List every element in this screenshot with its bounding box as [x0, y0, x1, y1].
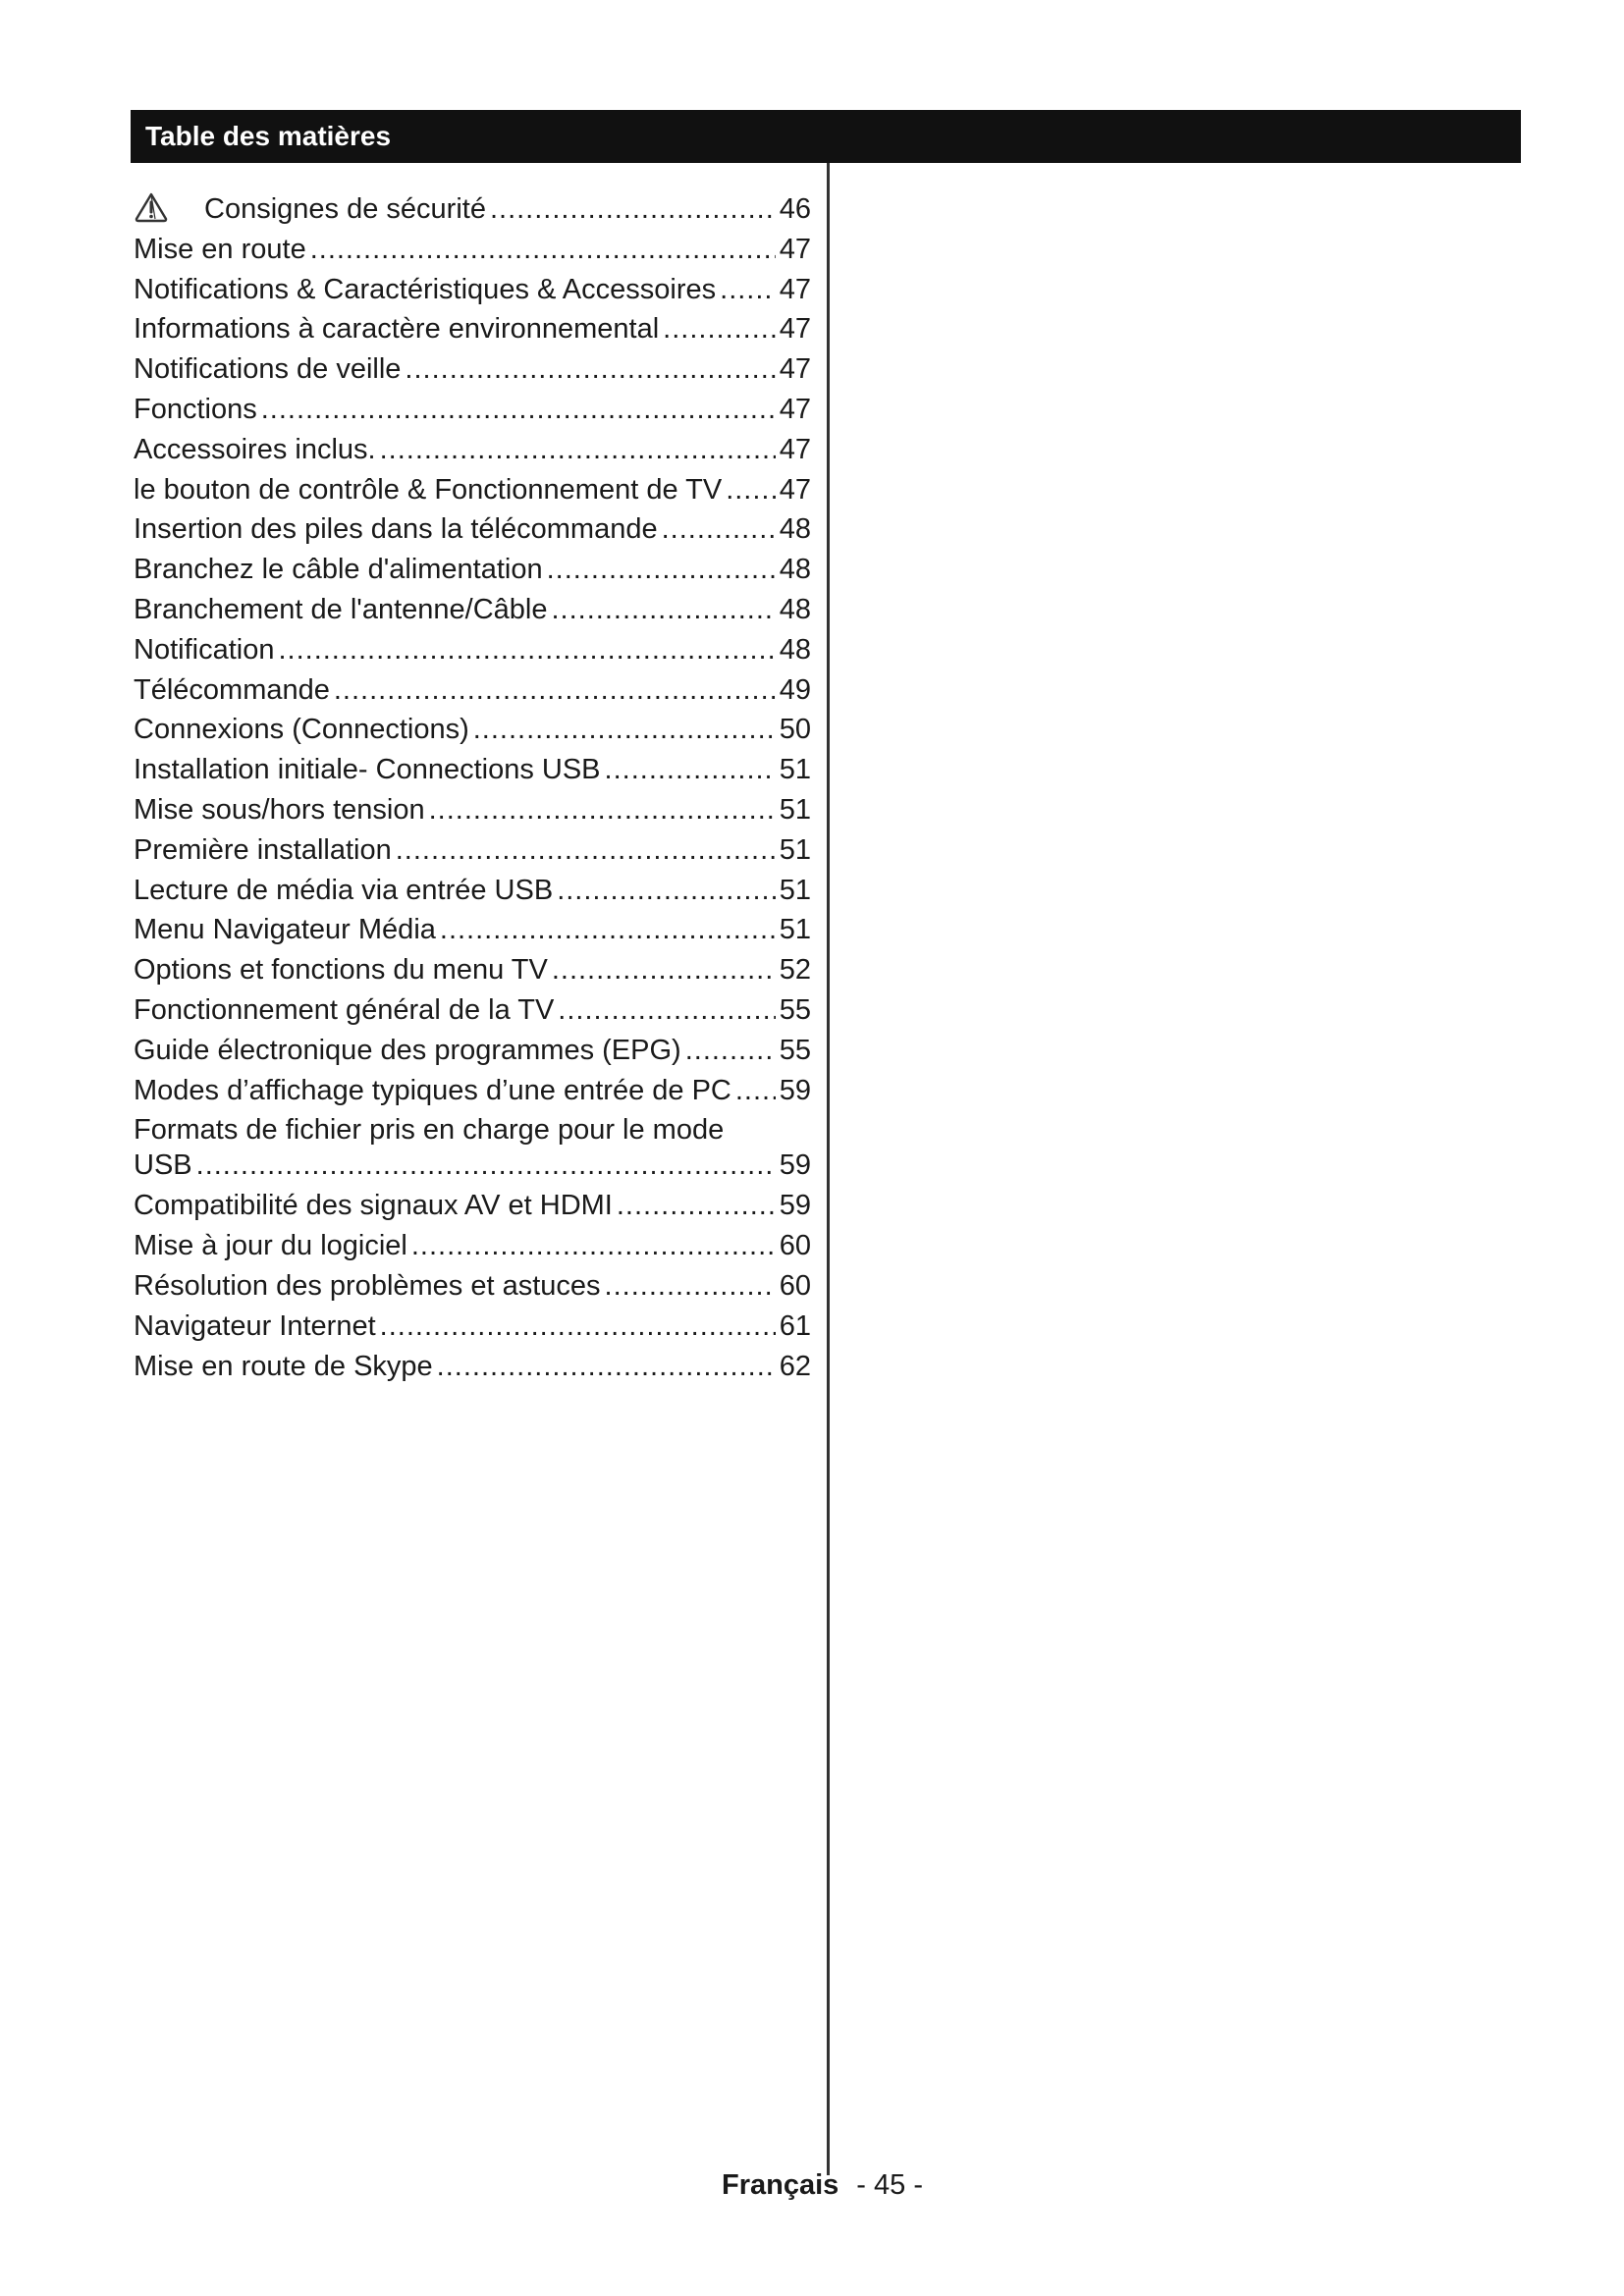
toc-leader-dots: [405, 349, 775, 390]
toc-item[interactable]: [134, 1226, 811, 1266]
footer-language: Français: [722, 2169, 839, 2201]
toc-item-title: Informations à caractère environnemental: [134, 313, 660, 346]
toc-item[interactable]: [134, 1186, 811, 1226]
toc-item-title: Navigateur Internet: [134, 1309, 376, 1342]
toc-item[interactable]: [134, 189, 811, 230]
toc-item-title: Résolution des problèmes et astuces: [134, 1269, 601, 1302]
toc-item[interactable]: [134, 430, 811, 470]
toc-leader-dots: [662, 509, 776, 550]
toc-leader-dots: [437, 1347, 776, 1387]
toc-item[interactable]: [134, 990, 811, 1031]
toc-item[interactable]: [134, 390, 811, 430]
toc-item-page: 60: [779, 1269, 811, 1302]
toc-leader-dots: [380, 1307, 776, 1347]
toc-item-title: Connexions (Connections): [134, 714, 469, 746]
toc-item-page: 47: [779, 233, 811, 265]
toc-item-title: Mise sous/hors tension: [134, 793, 425, 826]
toc-header-bar: [131, 110, 1521, 163]
toc-leader-dots: [557, 871, 776, 911]
toc-item-page: 59: [779, 1190, 811, 1222]
page-footer: [722, 2171, 923, 2200]
toc-item-page: 48: [779, 513, 811, 546]
footer-page-number: - 45 -: [856, 2169, 923, 2201]
toc-item-title: Mise en route: [134, 233, 306, 265]
page-title: Table des matières: [145, 121, 392, 151]
toc-leader-dots: [558, 990, 775, 1031]
toc-item[interactable]: [134, 550, 811, 590]
toc-item-title: Fonctionnement général de la TV: [134, 993, 555, 1026]
toc-leader-dots: [380, 430, 776, 470]
toc-item[interactable]: [134, 830, 811, 871]
toc-leader-dots: [411, 1226, 776, 1266]
toc-leader-dots: [490, 189, 776, 230]
toc-item-page: 51: [779, 833, 811, 866]
warning-triangle-icon: [134, 191, 169, 223]
toc-item[interactable]: [134, 349, 811, 390]
toc-item-title: Compatibilité des signaux AV et HDMI: [134, 1190, 613, 1222]
toc-item-page: 55: [779, 1034, 811, 1066]
toc-item[interactable]: [134, 871, 811, 911]
toc-item-title-line1: Formats de fichier pris en charge pour le mode: [134, 1114, 725, 1147]
toc-item-title: Insertion des piles dans la télécommande: [134, 513, 658, 546]
toc-leader-dots: [617, 1186, 776, 1226]
toc-leader-dots: [726, 470, 776, 510]
toc-item[interactable]: [134, 230, 811, 270]
toc-item-title: Installation initiale- Connections USB: [134, 754, 601, 786]
toc-leader-dots: [735, 1071, 776, 1111]
toc-item-page: 47: [779, 433, 811, 465]
toc-item-title: Menu Navigateur Média: [134, 914, 436, 946]
toc-item-page: 59: [779, 1149, 811, 1182]
toc-item-title: Fonctions: [134, 393, 257, 425]
toc-item[interactable]: [134, 1266, 811, 1307]
toc-item-page: 48: [779, 554, 811, 586]
toc-item-page: 62: [779, 1350, 811, 1382]
toc-item[interactable]: [134, 309, 811, 349]
toc-item-page: 51: [779, 874, 811, 906]
toc-item-title: Télécommande: [134, 673, 330, 706]
toc-item-title: Notification: [134, 633, 275, 666]
toc-item-page: 51: [779, 914, 811, 946]
toc-item-title: Notifications & Caractéristiques & Accessoires: [134, 273, 717, 305]
toc-item-page: 47: [779, 393, 811, 425]
toc-item-page: 47: [779, 313, 811, 346]
toc-leader-dots: [196, 1148, 776, 1183]
toc-item-page: 59: [779, 1074, 811, 1106]
toc-item[interactable]: [134, 509, 811, 550]
toc-leader-dots: [552, 950, 776, 990]
toc-item[interactable]: [134, 1347, 811, 1387]
toc-leader-dots: [473, 710, 776, 750]
toc-leader-dots: [334, 670, 776, 711]
toc-item[interactable]: [134, 750, 811, 790]
toc-item-title: Guide électronique des programmes (EPG): [134, 1034, 681, 1066]
toc-item[interactable]: [134, 670, 811, 711]
toc-leader-dots: [720, 270, 776, 310]
toc-item[interactable]: [134, 1031, 811, 1071]
toc-item[interactable]: [134, 590, 811, 630]
toc-item-page: 48: [779, 593, 811, 625]
toc-item-title: Accessoires inclus.: [134, 433, 376, 465]
toc-leader-dots: [552, 590, 776, 630]
toc-item-page: 49: [779, 673, 811, 706]
toc-item-page: 51: [779, 754, 811, 786]
toc-leader-dots: [261, 390, 776, 430]
toc-item-title: Consignes de sécurité: [204, 193, 486, 225]
toc-item-page: 47: [779, 473, 811, 506]
toc-item-page: 47: [779, 273, 811, 305]
toc-item[interactable]: [134, 950, 811, 990]
toc-item-title: Branchement de l'antenne/Câble: [134, 593, 548, 625]
toc-item-page: 47: [779, 353, 811, 386]
toc-item[interactable]: [134, 790, 811, 830]
toc-item-title: Mise à jour du logiciel: [134, 1230, 407, 1262]
toc-leader-dots: [547, 550, 776, 590]
toc-leader-dots: [605, 750, 776, 790]
toc-leader-dots: [685, 1031, 776, 1071]
toc-item-title: Notifications de veille: [134, 353, 402, 386]
toc-item-page: 61: [779, 1309, 811, 1342]
toc-item[interactable]: [134, 270, 811, 310]
toc-leader-dots: [605, 1266, 776, 1307]
toc-item-page: 48: [779, 633, 811, 666]
toc-item[interactable]: [134, 470, 811, 510]
toc-item-page: 50: [779, 714, 811, 746]
toc-leader-dots: [278, 630, 775, 670]
toc-item-title: le bouton de contrôle & Fonctionnement de TV: [134, 473, 723, 506]
toc-item-title: Options et fonctions du menu TV: [134, 954, 548, 987]
toc-item-title: Mise en route de Skype: [134, 1350, 433, 1382]
toc-leader-dots: [310, 230, 776, 270]
toc-item[interactable]: [134, 1071, 811, 1111]
toc-item-page: 51: [779, 793, 811, 826]
toc-item-page: 52: [779, 954, 811, 987]
toc-item-title: Modes d’affichage typiques d’une entrée de PC: [134, 1074, 731, 1106]
toc-leader-dots: [396, 830, 776, 871]
toc-item[interactable]: [134, 630, 811, 670]
toc-leader-dots: [440, 910, 776, 950]
column-divider: [827, 163, 830, 2175]
toc-item-title: Branchez le câble d'alimentation: [134, 554, 543, 586]
toc-item-page: 46: [779, 193, 811, 225]
toc-item-page: 60: [779, 1230, 811, 1262]
toc-leader-dots: [429, 790, 776, 830]
table-of-contents: [134, 189, 811, 1386]
toc-item[interactable]: [134, 1110, 811, 1186]
toc-item-title: Première installation: [134, 833, 392, 866]
toc-item[interactable]: [134, 710, 811, 750]
toc-item[interactable]: [134, 1307, 811, 1347]
toc-item[interactable]: [134, 910, 811, 950]
toc-item-title: Lecture de média via entrée USB: [134, 874, 554, 906]
toc-item-title-line2: USB: [134, 1149, 192, 1182]
toc-item-page: 55: [779, 993, 811, 1026]
toc-leader-dots: [663, 309, 776, 349]
